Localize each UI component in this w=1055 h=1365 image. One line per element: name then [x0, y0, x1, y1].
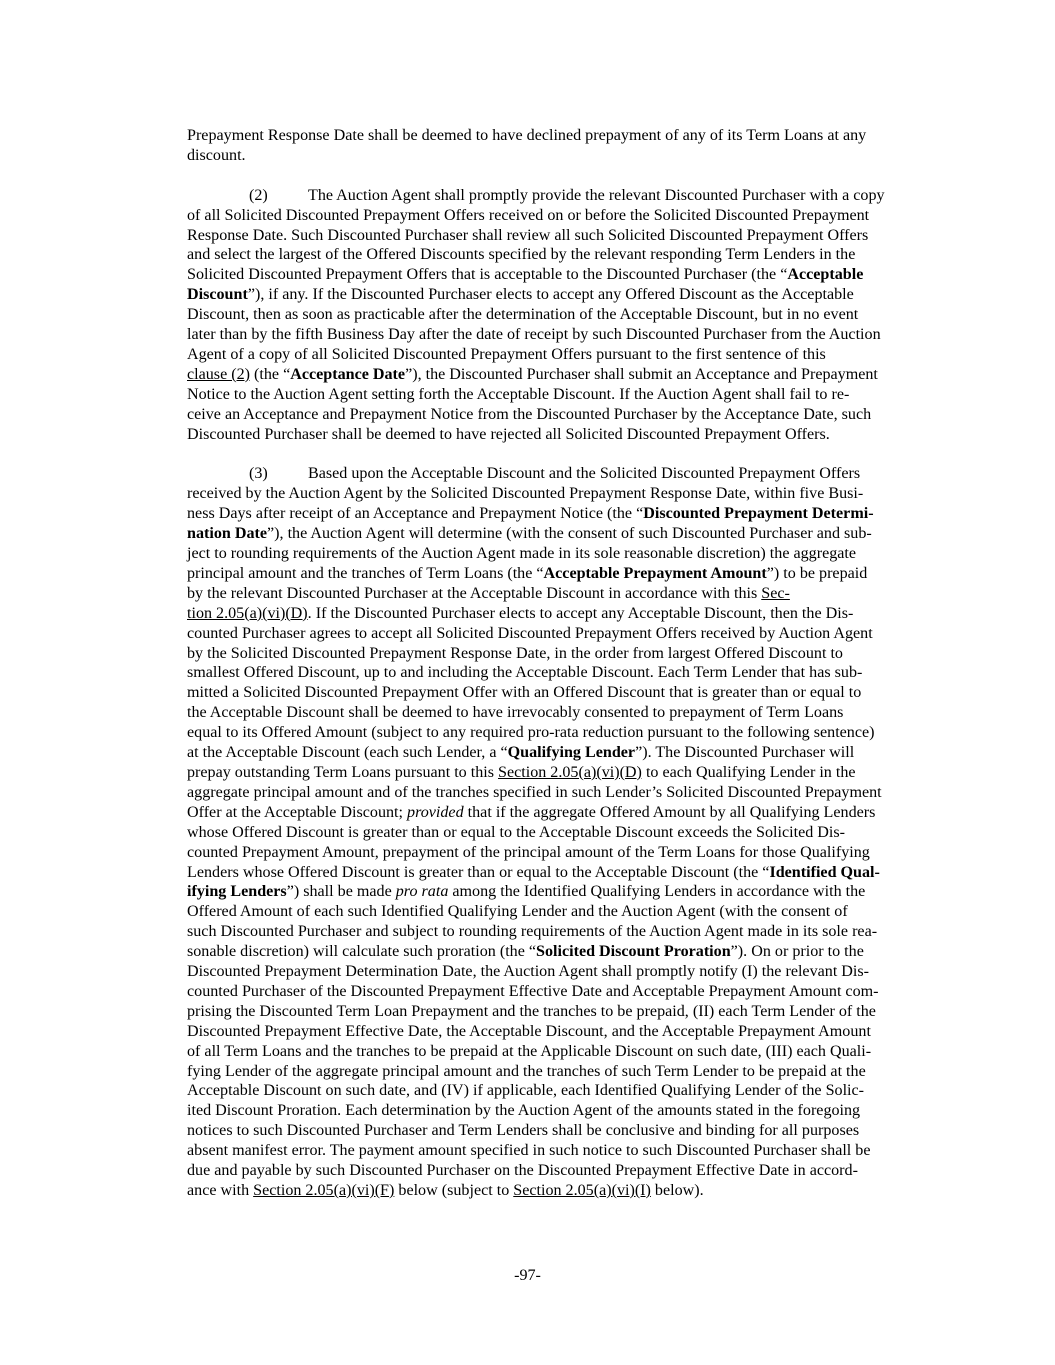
cross-reference: Section 2.05(a)(vi)(I)	[513, 1182, 651, 1199]
defined-term: Identified Qual-	[769, 863, 880, 881]
text-line: Notice to the Auction Agent setting forth the Acceptable Discount. If the Auction Agent shall fail to re-	[187, 385, 850, 403]
text-line: notices to such Discounted Purchaser and Term Lenders shall be conclusive and binding for all purposes	[187, 1122, 860, 1140]
paragraph-2	[187, 186, 931, 445]
text-line: by the relevant Discounted Purchaser at the Acceptable Discount in accordance with this Sec-	[187, 584, 790, 602]
text-line: (2) The Auction Agent shall promptly provide the relevant Discounted Purchaser with a copy	[249, 186, 885, 204]
text-line: Discounted Prepayment Effective Date, the Acceptable Discount, and the Acceptable Prepayment Amount	[187, 1022, 871, 1040]
text-line: tion 2.05(a)(vi)(D). If the Discounted Purchaser elects to accept any Acceptable Discount, then the Dis-	[187, 604, 854, 622]
text-line: counted Purchaser agrees to accept all Solicited Discounted Prepayment Offers received by Auction Agent	[187, 624, 873, 642]
text-line: and select the largest of the Offered Discounts specified by the relevant responding Term Lenders in the	[187, 246, 856, 264]
text-line: prepay outstanding Term Loans pursuant to this Section 2.05(a)(vi)(D) to each Qualifying Lender in the	[187, 763, 856, 781]
defined-term: Discounted Prepayment Determi-	[643, 505, 874, 523]
defined-term: Acceptable Prepayment Amount	[543, 564, 767, 582]
text-line: ited Discount Proration. Each determination by the Auction Agent of the amounts stated in the foregoing	[187, 1102, 861, 1120]
text-line: later than by the fifth Business Day after the date of receipt by such Discounted Purchaser from the Auction	[187, 326, 881, 344]
text-line: Discount, then as soon as practicable after the determination of the Acceptable Discount, but in no event	[187, 306, 859, 324]
text-line: Discount”), if any. If the Discounted Purchaser elects to accept any Offered Discount as the Acceptable	[187, 286, 854, 304]
italic-term: provided	[407, 803, 464, 821]
text-line: whose Offered Discount is greater than or equal to the Acceptable Discount exceeds the Solicited Dis-	[187, 823, 845, 841]
text-line: Offer at the Acceptable Discount; provided that if the aggregate Offered Amount by all Qualifying Lenders	[187, 803, 876, 821]
text-line: ject to rounding requirements of the Auction Agent made in its sole reasonable discretion) the aggregate	[187, 545, 857, 562]
text-line: counted Prepayment Amount, prepayment of the principal amount of the Term Loans for those Qualifying	[187, 843, 870, 861]
cross-reference: clause (2)	[187, 365, 250, 383]
text-line: principal amount and the tranches of Term Loans (the “Acceptable Prepayment Amount”) to be prepaid	[187, 564, 868, 582]
text-line: absent manifest error. The payment amount specified in such notice to such Discounted Purchaser shall be	[187, 1142, 871, 1160]
text-line: smallest Offered Discount, up to and including the Acceptable Discount. Each Term Lender that has sub-	[187, 664, 863, 682]
text-line: fying Lender of the aggregate principal amount and the tranches of such Term Lender to be prepaid at the	[187, 1062, 866, 1080]
text-line: received by the Auction Agent by the Solicited Discounted Prepayment Response Date, within five Busi-	[187, 485, 864, 503]
italic-term: pro rata	[395, 883, 449, 901]
text-line: at the Acceptable Discount (each such Lender, a “Qualifying Lender”). The Discounted Purchaser will	[187, 744, 855, 762]
text-line: Solicited Discounted Prepayment Offers that is acceptable to the Discounted Purchaser (the “Acceptable	[187, 266, 864, 284]
paragraph-number: (3)	[249, 465, 268, 483]
text-line: Prepayment Response Date shall be deemed to have declined prepayment of any of its Term Loans at any	[187, 127, 867, 144]
defined-term: Discount	[187, 286, 248, 304]
text-line: equal to its Offered Amount (subject to any required pro-rata reduction pursuant to the following sentence)	[187, 724, 875, 742]
text-line: discount.	[187, 146, 246, 164]
text-line: such Discounted Purchaser and subject to rounding requirements of the Auction Agent made in its sole rea-	[187, 923, 878, 941]
cross-reference: Sec-	[761, 584, 790, 602]
paragraph-continuation	[187, 126, 931, 166]
defined-term: Acceptance Date	[290, 365, 406, 383]
cross-reference: Section 2.05(a)(vi)(D)	[498, 763, 642, 781]
text-line: Response Date. Such Discounted Purchaser shall review all such Solicited Discounted Prepayment Offers	[187, 226, 869, 244]
text-line: prising the Discounted Term Loan Prepayment and the tranches to be prepaid, (II) each Term Lender of the	[187, 1002, 876, 1020]
text-line: Offered Amount of each such Identified Qualifying Lender and the Auction Agent (with the consent of	[187, 903, 848, 921]
text-line: Discounted Purchaser shall be deemed to have rejected all Solicited Discounted Prepayment Offers.	[187, 425, 830, 443]
text-line: clause (2) (the “Acceptance Date”), the Discounted Purchaser shall submit an Acceptance and Prepayment	[187, 365, 878, 383]
text-line: of all Solicited Discounted Prepayment Offers received on or before the Solicited Discounted Prepayment	[187, 206, 870, 224]
text-line: Agent of a copy of all Solicited Discounted Prepayment Offers pursuant to the first sentence of this	[187, 345, 826, 363]
text-line: Acceptable Discount on such date, and (IV) if applicable, each Identified Qualifying Lender of the Solic-	[187, 1082, 865, 1100]
text-line: ance with Section 2.05(a)(vi)(F) below (subject to Section 2.05(a)(vi)(I) below).	[187, 1182, 704, 1199]
text-line: Lenders whose Offered Discount is greater than or equal to the Acceptable Discount (the “Identified Qual-	[187, 863, 880, 881]
text-line: ifying Lenders”) shall be made pro rata among the Identified Qualifying Lenders in accordance with the	[187, 883, 866, 901]
text-line: counted Purchaser of the Discounted Prepayment Effective Date and Acceptable Prepayment Amount com-	[187, 982, 879, 1000]
text-line: aggregate principal amount and of the tranches specified in such Lender’s Solicited Discounted Prepayment	[187, 783, 882, 801]
defined-term: ifying Lenders	[187, 883, 287, 901]
text-line: Discounted Prepayment Determination Date, the Auction Agent shall promptly notify (I) the relevant Dis-	[187, 963, 870, 981]
text-line: ness Days after receipt of an Acceptance and Prepayment Notice (the “Discounted Prepayment Determi-	[187, 505, 874, 523]
paragraph-number: (2)	[249, 186, 268, 204]
cross-reference: Section 2.05(a)(vi)(F)	[253, 1182, 395, 1199]
paragraph-3	[187, 464, 931, 1201]
defined-term: Acceptable	[787, 266, 864, 284]
text-line: ceive an Acceptance and Prepayment Notice from the Discounted Purchaser by the Acceptance Date, such	[187, 405, 872, 423]
text-line: sonable discretion) will calculate such proration (the “Solicited Discount Proration”). On or prior to the	[187, 943, 864, 961]
text-line: mitted a Solicited Discounted Prepayment Offer with an Offered Discount that is greater than or equal to	[187, 684, 862, 702]
document-body	[187, 126, 931, 1201]
defined-term: nation Date	[187, 525, 268, 543]
defined-term: Qualifying Lender	[507, 744, 636, 762]
defined-term: Solicited Discount Proration	[536, 943, 731, 961]
text-line: due and payable by such Discounted Purchaser on the Discounted Prepayment Effective Date in accord-	[187, 1162, 858, 1180]
text-line: nation Date”), the Auction Agent will determine (with the consent of such Discounted Purchaser and sub-	[187, 525, 872, 543]
text-line: the Acceptable Discount shall be deemed to have irrevocably consented to prepayment of Term Loans	[187, 704, 844, 722]
text-line: of all Term Loans and the tranches to be prepaid at the Applicable Discount on such date, (III) each Quali-	[187, 1042, 872, 1060]
cross-reference: tion 2.05(a)(vi)(D)	[187, 604, 308, 622]
text-line: by the Solicited Discounted Prepayment Response Date, in the order from largest Offered Discount to	[187, 644, 843, 662]
text-line: (3) Based upon the Acceptable Discount and the Solicited Discounted Prepayment Offers	[249, 465, 861, 483]
page-number: -97-	[514, 1267, 541, 1284]
